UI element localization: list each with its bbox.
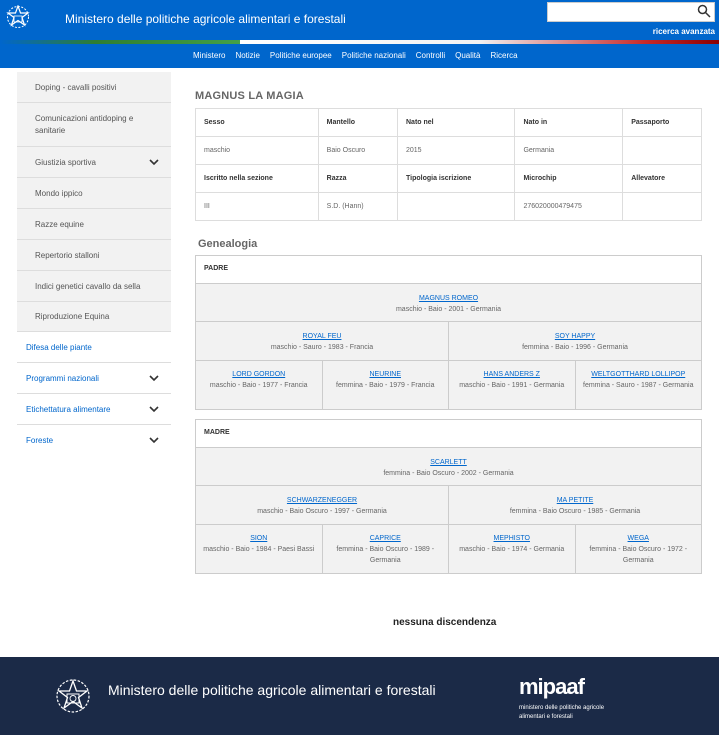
- sidebar-item-label: Mondo ippico: [35, 188, 83, 198]
- table-header: Microchip: [515, 165, 623, 193]
- table-cell: III: [196, 193, 319, 221]
- table-header: Sesso: [196, 109, 319, 137]
- sidebar-item-label: Indici genetici cavallo da sella: [35, 281, 141, 291]
- ancestor-link[interactable]: SOY HAPPY: [554, 333, 596, 340]
- table-cell: S.D. (Hann): [318, 193, 397, 221]
- sidebar-item-repertorio-stalloni[interactable]: [17, 240, 171, 271]
- genealogy-title: Genealogia: [198, 238, 258, 250]
- sidebar-item-indici-genetici[interactable]: [17, 271, 171, 302]
- table-row: [196, 165, 702, 193]
- table-cell: [398, 193, 515, 221]
- main-content: [195, 90, 702, 583]
- sidebar-item-programmi-nazionali[interactable]: [17, 363, 171, 394]
- sidebar: [17, 72, 171, 455]
- table-row: [196, 193, 702, 221]
- nav-item-notizie[interactable]: Notizie: [235, 51, 260, 60]
- pedigree-cell: [576, 525, 702, 573]
- ancestor-link[interactable]: SION: [250, 535, 268, 542]
- ancestor-link[interactable]: SCARLETT: [430, 459, 467, 466]
- ancestor-details: femmina - Baio Oscuro - 2002 - Germania: [383, 470, 514, 477]
- nav-item-ministero[interactable]: Ministero: [193, 51, 226, 60]
- ancestor-link[interactable]: LORD GORDON: [232, 371, 286, 378]
- table-row: [196, 109, 702, 137]
- ancestor-details: femmina - Sauro - 1987 - Germania: [583, 382, 694, 389]
- nav-item-qualita[interactable]: Qualità: [455, 51, 481, 60]
- chevron-down-icon[interactable]: [149, 435, 159, 445]
- pedigree-section-label: MADRE: [196, 420, 701, 448]
- ancestor-details: maschio - Baio - 2001 - Germania: [395, 306, 502, 313]
- ancestor-details: maschio - Baio - 1984 - Paesi Bassi: [203, 546, 315, 553]
- pedigree-cell: [449, 525, 576, 573]
- ancestor-details: femmina - Baio - 1979 - Francia: [336, 382, 435, 389]
- mipaaf-logo-subtitle: ministero delle politiche agricole alimentari e forestali: [519, 705, 605, 720]
- sidebar-item-label: Comunicazioni antidoping e sanitarie: [35, 113, 134, 135]
- sidebar-item-label: Repertorio stalloni: [35, 250, 100, 260]
- pedigree-cell: [449, 486, 701, 525]
- table-cell: maschio: [196, 137, 319, 165]
- chevron-down-icon[interactable]: [149, 157, 159, 167]
- sidebar-item-mondo-ippico[interactable]: [17, 178, 171, 209]
- table-row: [196, 137, 702, 165]
- ancestor-details: femmina - Baio - 1996 - Germania: [522, 344, 628, 351]
- search-icon[interactable]: [697, 4, 711, 18]
- sidebar-item-foreste[interactable]: [17, 425, 171, 455]
- pedigree-madre: [195, 419, 702, 574]
- table-header: Tipologia iscrizione: [398, 165, 515, 193]
- table-cell: Baio Oscuro: [318, 137, 397, 165]
- pedigree-section-label: PADRE: [196, 256, 701, 284]
- nav-item-politiche-nazionali[interactable]: Politiche nazionali: [341, 51, 406, 60]
- ancestor-details: maschio - Baio Oscuro - 1997 - Germania: [257, 508, 387, 515]
- ancestor-link[interactable]: CAPRICE: [369, 535, 401, 542]
- republic-emblem-icon[interactable]: [6, 5, 30, 31]
- horse-info-table: [195, 108, 702, 221]
- ancestor-details: maschio - Baio - 1991 - Germania: [459, 382, 565, 389]
- site-footer: [0, 657, 719, 735]
- ancestor-details: femmina - Baio Oscuro - 1985 - Germania: [509, 508, 641, 515]
- pedigree-cell: [196, 361, 323, 409]
- ancestor-details: maschio - Baio - 1977 - Francia: [209, 382, 308, 389]
- table-cell: Germania: [515, 137, 623, 165]
- table-header: Passaporto: [623, 109, 702, 137]
- pedigree-cell: [576, 361, 702, 409]
- sidebar-item-label: Difesa delle piante: [26, 342, 92, 352]
- pedigree-cell: [196, 525, 323, 573]
- horse-name: MAGNUS LA MAGIA: [195, 90, 304, 102]
- pedigree-cell: [196, 284, 701, 322]
- pedigree-padre: [195, 255, 702, 410]
- ancestor-link[interactable]: WEGA: [627, 535, 649, 542]
- ancestor-link[interactable]: MA PETITE: [556, 497, 594, 504]
- table-cell: 2015: [398, 137, 515, 165]
- sidebar-item-label: Giustizia sportiva: [35, 157, 96, 167]
- sidebar-item-riproduzione-equina[interactable]: [17, 302, 171, 332]
- table-cell: [623, 193, 702, 221]
- sidebar-item-etichettatura[interactable]: [17, 394, 171, 425]
- ancestor-link[interactable]: HANS ANDERS Z: [483, 371, 540, 378]
- sidebar-item-doping[interactable]: [17, 72, 171, 103]
- sidebar-item-label: Programmi nazionali: [26, 373, 99, 383]
- sidebar-item-label: Etichettatura alimentare: [26, 404, 111, 414]
- main-nav: [0, 44, 719, 68]
- site-header: [0, 0, 719, 44]
- ancestor-link[interactable]: WELTGOTTHARD LOLLIPOP: [591, 371, 686, 378]
- ancestor-details: maschio - Baio - 1974 - Germania: [459, 546, 565, 553]
- pedigree-cell: [196, 486, 449, 525]
- advanced-search-link[interactable]: ricerca avanzata: [652, 27, 715, 36]
- search-input[interactable]: [547, 2, 715, 22]
- ancestor-link[interactable]: SCHWARZENEGGER: [286, 497, 358, 504]
- republic-emblem-icon[interactable]: [55, 677, 91, 717]
- no-descendants-text: nessuna discendenza: [393, 617, 497, 628]
- site-title[interactable]: Ministero delle politiche agricole alimentari e forestali: [65, 12, 346, 26]
- sidebar-item-label: Riproduzione Equina: [35, 312, 110, 321]
- sidebar-item-label: Razze equine: [35, 219, 84, 229]
- nav-item-ricerca[interactable]: Ricerca: [490, 51, 518, 60]
- sidebar-item-comunicazioni[interactable]: [17, 103, 171, 147]
- pedigree-cell: [449, 322, 701, 361]
- sidebar-item-giustizia[interactable]: [17, 147, 171, 178]
- ancestor-link[interactable]: ROYAL FEU: [302, 333, 342, 340]
- footer-site-title[interactable]: Ministero delle politiche agricole alimentari e forestali: [108, 682, 436, 698]
- chevron-down-icon[interactable]: [149, 404, 159, 414]
- table-header: Iscritto nella sezione: [196, 165, 319, 193]
- nav-item-politiche-europee[interactable]: Politiche europee: [269, 51, 332, 60]
- sidebar-item-difesa-piante[interactable]: [17, 332, 171, 363]
- chevron-down-icon[interactable]: [149, 373, 159, 383]
- ancestor-link[interactable]: NEURINE: [369, 371, 401, 378]
- sidebar-item-label: Doping - cavalli positivi: [35, 82, 117, 92]
- ancestor-details: femmina - Baio Oscuro - 1972 - Germania: [589, 546, 688, 564]
- sidebar-item-razze-equine[interactable]: [17, 209, 171, 240]
- mipaaf-logo[interactable]: mipaaf: [519, 674, 584, 699]
- pedigree-cell: [449, 361, 576, 409]
- table-header: Nato nel: [398, 109, 515, 137]
- ancestor-details: maschio - Sauro - 1983 - Francia: [270, 344, 374, 351]
- table-header: Nato in: [515, 109, 623, 137]
- nav-item-controlli[interactable]: Controlli: [415, 51, 446, 60]
- table-cell: [623, 137, 702, 165]
- pedigree-cell: [323, 361, 450, 409]
- ancestor-details: femmina - Baio Oscuro - 1989 - Germania: [336, 546, 435, 564]
- table-header: Razza: [318, 165, 397, 193]
- pedigree-cell: [196, 322, 449, 361]
- pedigree-cell: [196, 448, 701, 486]
- table-header: Mantello: [318, 109, 397, 137]
- table-cell: 276020000479475: [515, 193, 623, 221]
- table-header: Allevatore: [623, 165, 702, 193]
- ancestor-link[interactable]: MAGNUS ROMEO: [418, 295, 479, 302]
- ancestor-link[interactable]: MEPHISTO: [493, 535, 530, 542]
- pedigree-cell: [323, 525, 450, 573]
- sidebar-item-label: Foreste: [26, 435, 54, 445]
